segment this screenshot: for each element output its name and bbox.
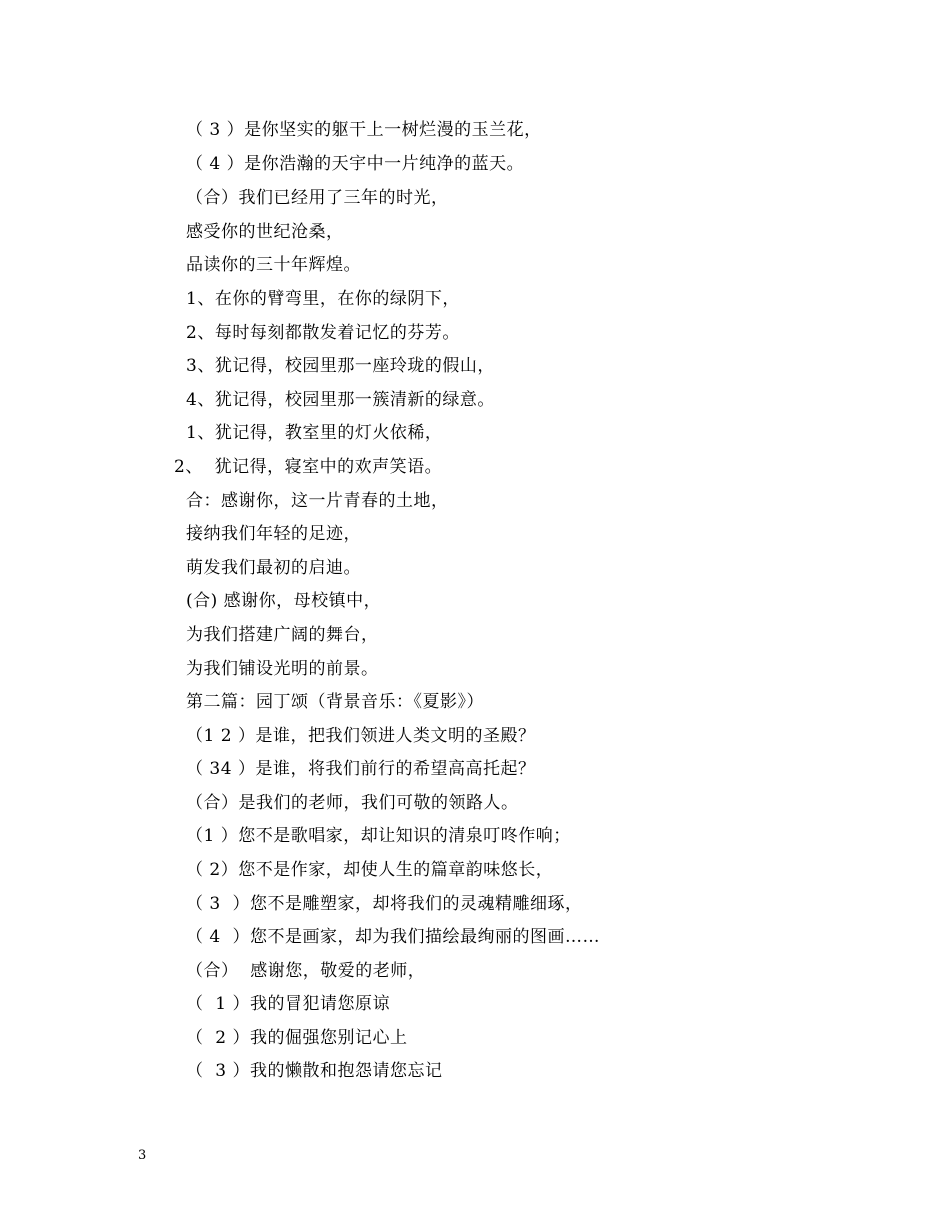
text-line: （ 1 ）我的冒犯请您原谅 [186, 994, 391, 1014]
text-line: （ 3 ）是你坚实的躯干上一树烂漫的玉兰花， [186, 120, 542, 140]
text-line: （合）是我们的老师，我们可敬的领路人。 [186, 793, 519, 813]
text-line: 1、在你的臂弯里，在你的绿阴下， [186, 289, 460, 309]
text-line: 感受你的世纪沧桑， [186, 222, 344, 242]
text-line: （1 2 ）是谁，把我们领进人类文明的圣殿？ [186, 726, 536, 746]
text-line: （ 2）您不是作家，却使人生的篇章韵味悠长， [186, 860, 554, 880]
text-line: (合) 感谢你，母校镇中， [186, 591, 382, 611]
text-line: （ 3 ）我的懒散和抱怨请您忘记 [186, 1061, 443, 1081]
text-line: （合）我们已经用了三年的时光， [186, 188, 449, 208]
text-line: （ 34 ）是谁，将我们前行的希望高高托起？ [186, 759, 536, 779]
text-line: 3、犹记得，校园里那一座玲珑的假山， [186, 356, 495, 376]
text-line: （ 4 ）您不是画家，却为我们描绘最绚丽的图画…… [186, 927, 601, 947]
text-line: （1 ）您不是歌唱家，却让知识的清泉叮咚作响； [186, 826, 571, 846]
text-line: 品读你的三十年辉煌。 [186, 255, 361, 275]
text-line: 接纳我们年轻的足迹， [186, 524, 361, 544]
section-heading: 第二篇：园丁颂（背景音乐：《夏影》） [186, 692, 484, 712]
text-line: （合） 感谢您，敬爱的老师， [186, 961, 426, 981]
text-line: 1、犹记得，教室里的灯火依稀， [186, 423, 443, 443]
text-line: （ 3 ）您不是雕塑家，却将我们的灵魂精雕细琢， [186, 894, 583, 914]
page-number: 3 [138, 1148, 147, 1163]
text-line: （ 4 ）是你浩瀚的天宇中一片纯净的蓝天。 [186, 154, 525, 174]
text-line: 合：感谢你，这一片青春的土地， [186, 491, 449, 511]
text-line: 2、 犹记得，寝室中的欢声笑语。 [174, 457, 443, 477]
text-line: 萌发我们最初的启迪。 [186, 558, 361, 578]
text-line: （ 2 ）我的倔强您别记心上 [186, 1028, 408, 1048]
text-line: 4、犹记得，校园里那一簇清新的绿意。 [186, 390, 495, 410]
text-line: 为我们搭建广阔的舞台， [186, 625, 379, 645]
text-line: 2、每时每刻都散发着记忆的芬芳。 [186, 323, 460, 343]
text-line: 为我们铺设光明的前景。 [186, 659, 379, 679]
